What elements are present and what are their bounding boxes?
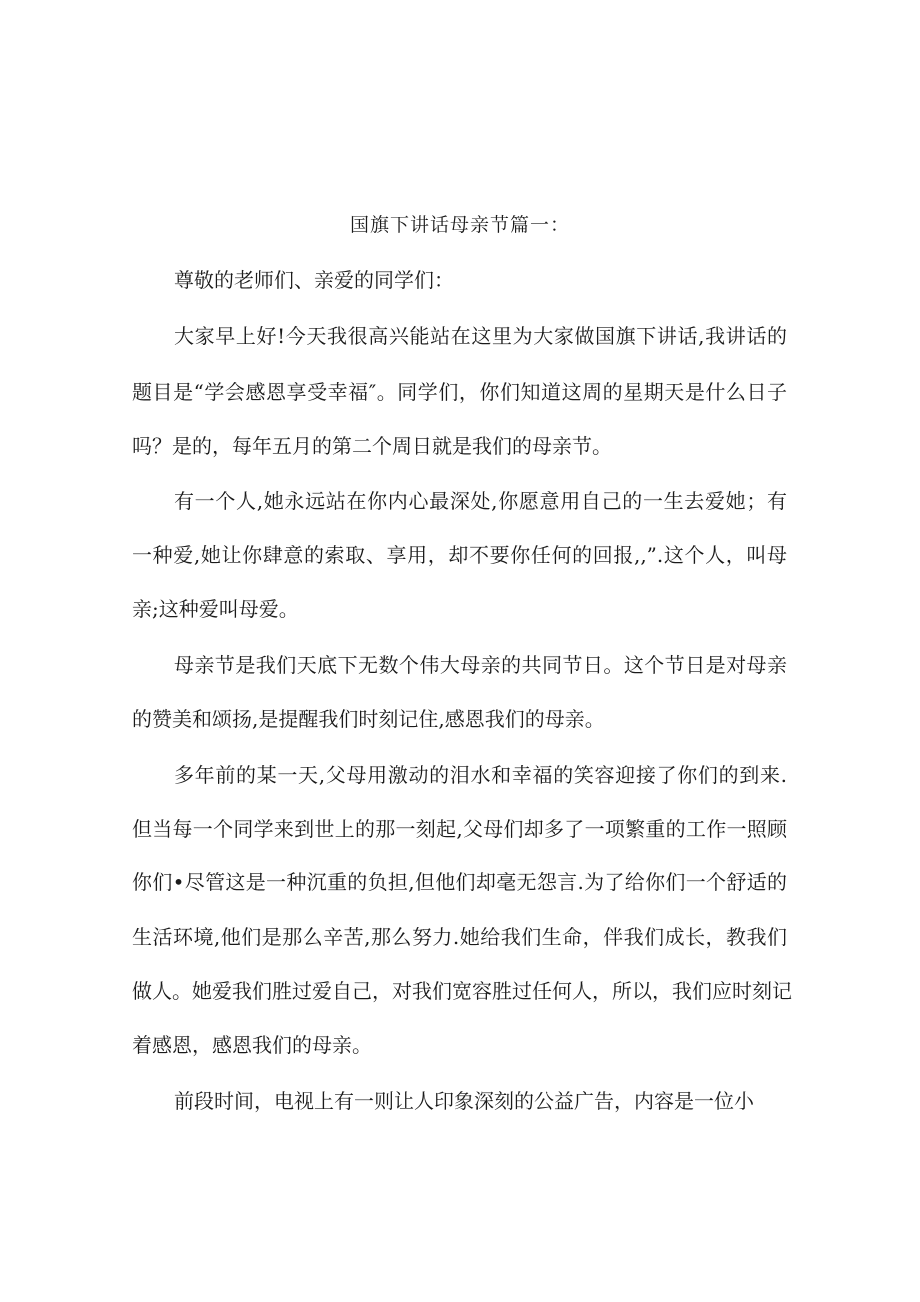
paragraph-4-line-2: 但当每一个同学来到世上的那一刻起,父母们却多了一项繁重的工作一照顾 (132, 817, 787, 841)
paragraph-3-line-2: 的赞美和颂扬,是提醒我们时刻记住,感恩我们的母亲。 (132, 707, 605, 731)
paragraph-4-line-6: 着感恩，感恩我们的母亲。 (132, 1033, 372, 1057)
paragraph-2-line-1: 有一个人,她永远站在你内心最深处,你愿意用自己的一生去爱她；有 (174, 489, 787, 513)
paragraph-1-line-2: 题目是“学会感恩享受幸福″。同学们，你们知道这周的星期天是什么日子 (132, 380, 787, 404)
paragraph-5-line-1: 前段时间，电视上有一则让人印象深刻的公益广告，内容是一位小 (174, 1089, 754, 1113)
paragraph-4-line-5: 做人。她爱我们胜过爱自己，对我们宽容胜过任何人，所以，我们应时刻记 (132, 979, 792, 1003)
paragraph-4-line-3: 你们•尽管这是一种沉重的负担,但他们却毫无怨言.为了给你们一个舒适的 (132, 870, 787, 894)
paragraph-4-line-4: 生活环境,他们是那么辛苦,那么努力.她给我们生命，伴我们成长，教我们 (132, 925, 787, 949)
paragraph-2-line-3: 亲;这种爱叫母爱。 (132, 597, 299, 621)
paragraph-2-line-2: 一种爱,她让你肆意的索取、享用，却不要你任何的回报,,”.这个人，叫母 (132, 543, 787, 567)
paragraph-3-line-1: 母亲节是我们天底下无数个伟大母亲的共同节日。这个节日是对母亲 (174, 653, 787, 677)
paragraph-1-line-1: 大家早上好!今天我很高兴能站在这里为大家做国旗下讲话,我讲话的 (174, 324, 787, 348)
greeting-line: 尊敬的老师们、亲爱的同学们： (174, 268, 454, 292)
paragraph-1-line-3: 吗？是的，每年五月的第二个周日就是我们的母亲节。 (132, 434, 612, 458)
paragraph-4-line-1: 多年前的某一天,父母用激动的泪水和幸福的笑容迎接了你们的到来. (174, 763, 787, 787)
document-title: 国旗下讲话母亲节篇一： (349, 214, 570, 236)
